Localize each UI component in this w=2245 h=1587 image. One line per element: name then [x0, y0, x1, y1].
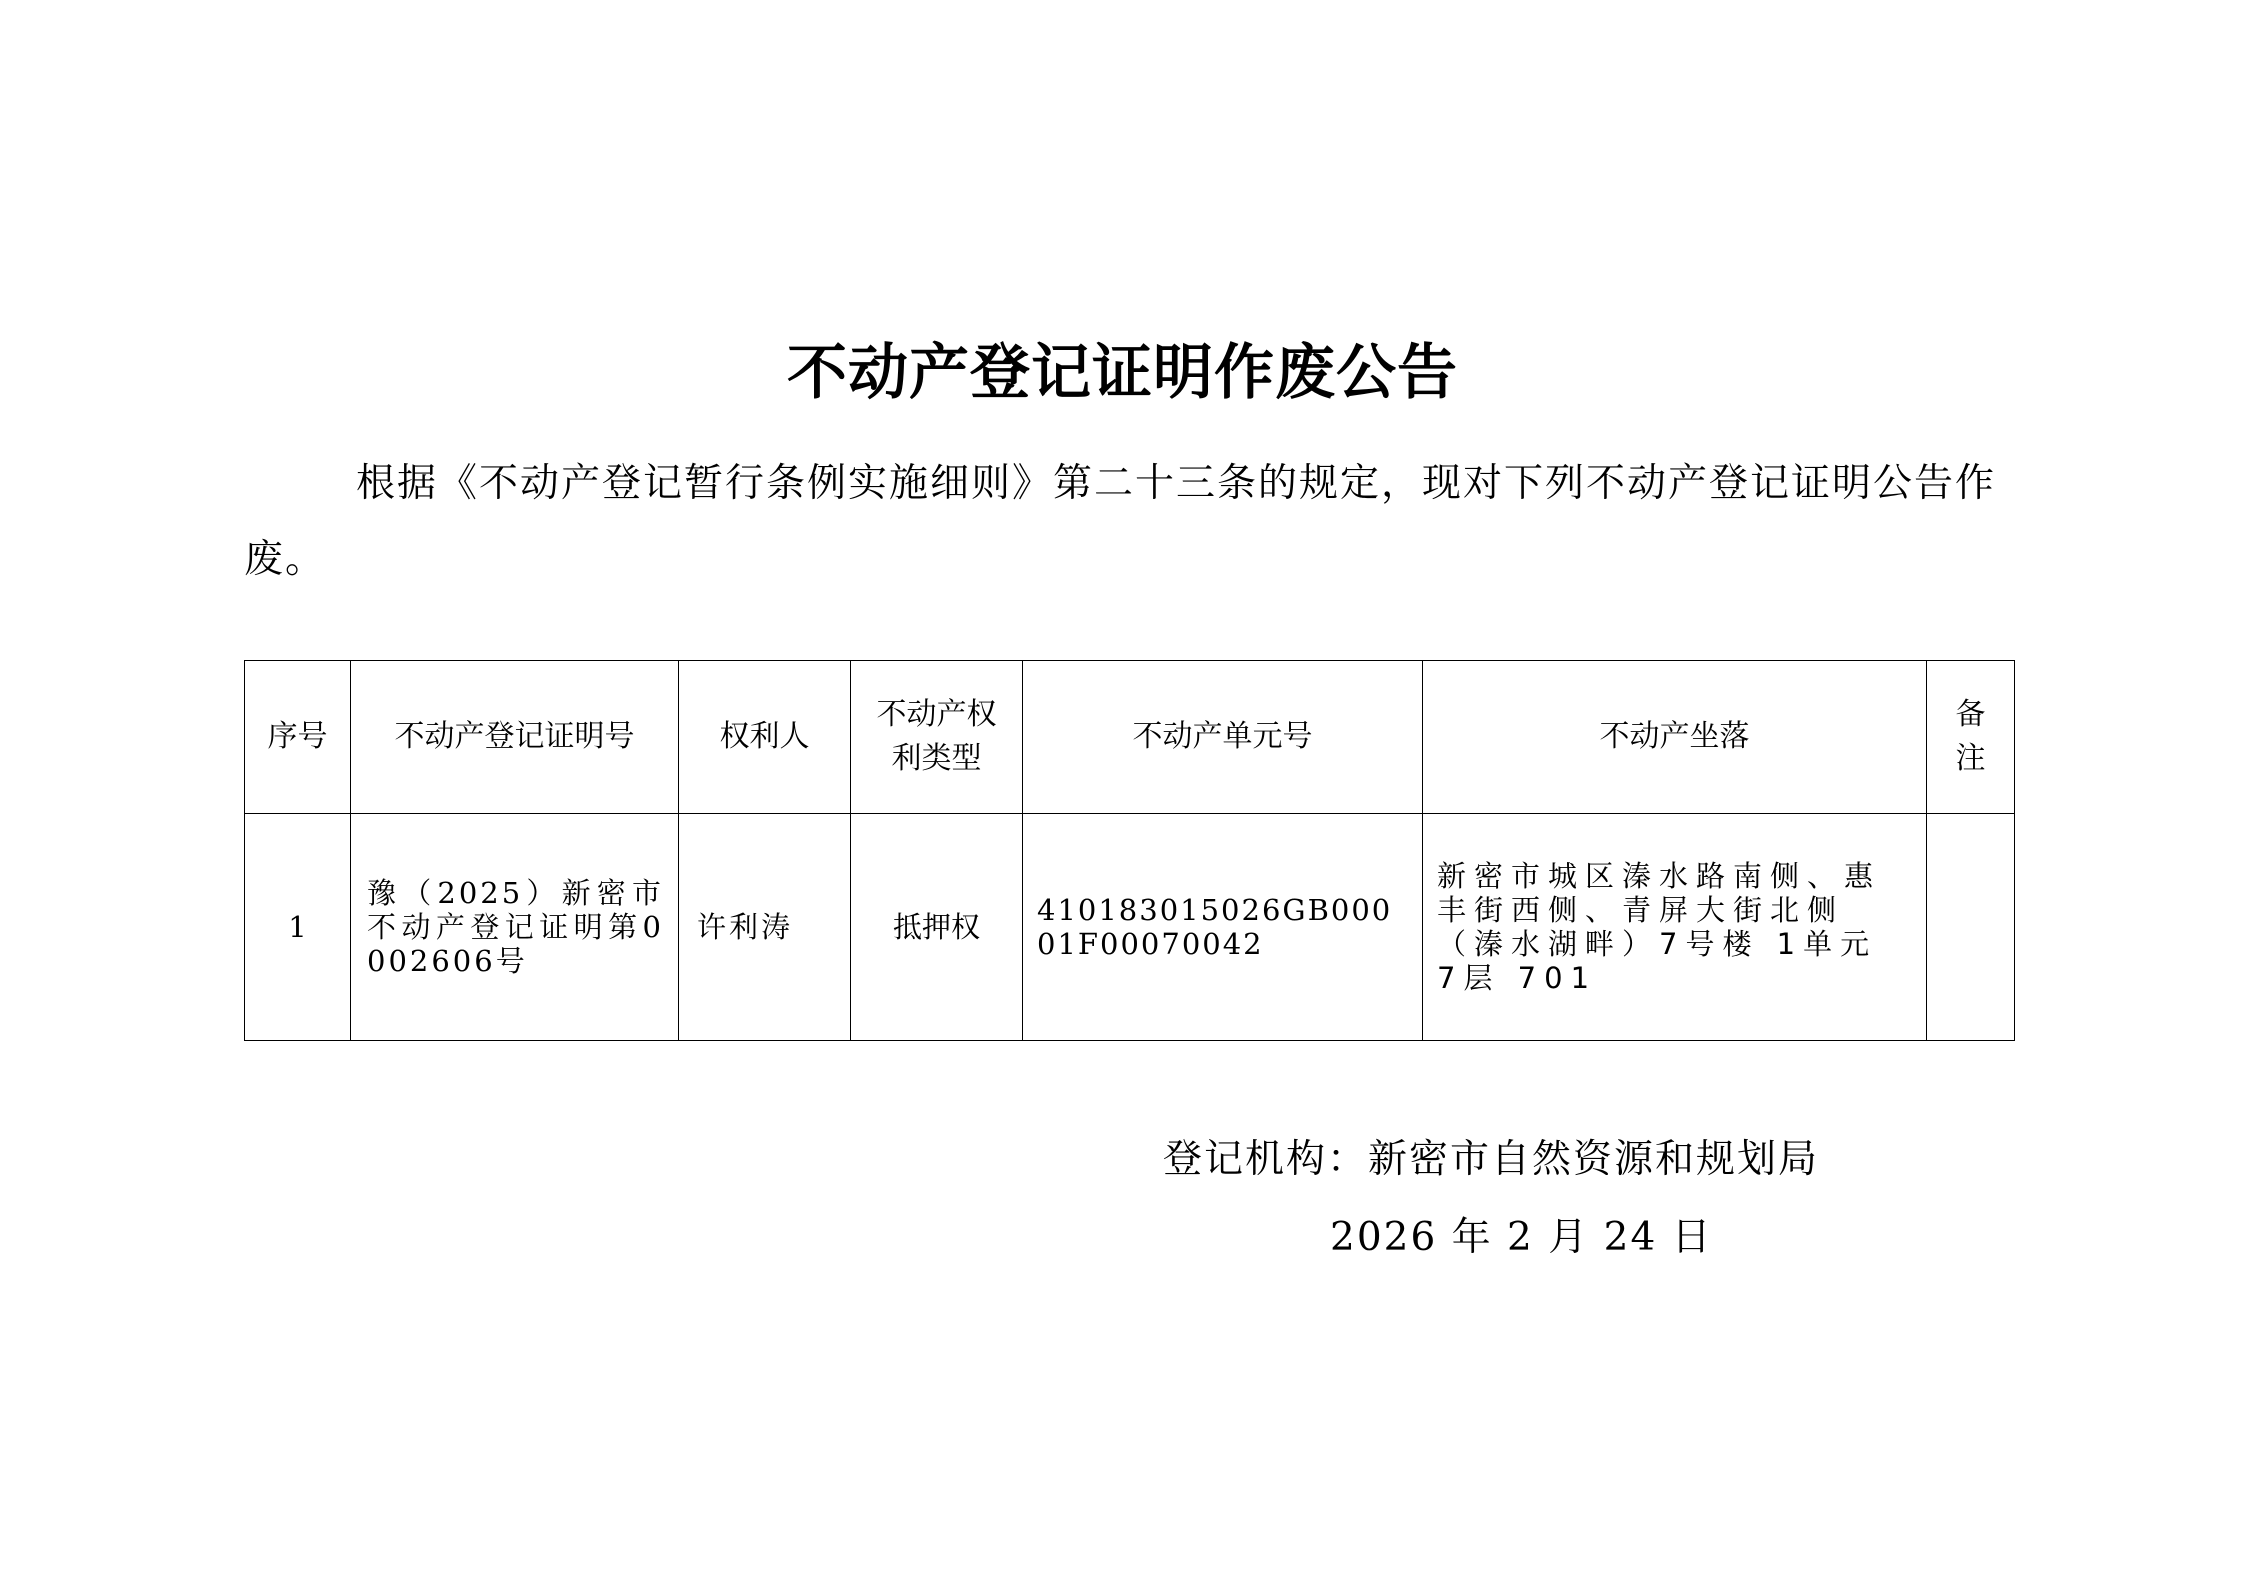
header-seq: 序号	[245, 661, 351, 814]
page-title: 不动产登记证明作废公告	[787, 338, 1458, 408]
cell-holder: 许利涛	[679, 814, 851, 1041]
cell-cert-no: 豫（2025）新密市不动产登记证明第0002606号	[351, 814, 679, 1041]
intro-paragraph: 根据《不动产登记暂行条例实施细则》第二十三条的规定，现对下列不动产登记证明公告作废。	[244, 461, 1997, 582]
cell-unit-no: 410183015026GB00001F00070042	[1023, 814, 1423, 1041]
header-unit-no: 不动产单元号	[1023, 661, 1423, 814]
table-row	[245, 814, 2015, 1041]
header-location: 不动产坐落	[1423, 661, 1927, 814]
cell-right-type: 抵押权	[851, 814, 1023, 1041]
table-header-row	[245, 661, 2015, 814]
cell-seq: 1	[245, 814, 351, 1041]
header-cert-no: 不动产登记证明号	[351, 661, 679, 814]
notice-date: 2026 年 2 月 24 日	[1330, 1215, 1713, 1260]
header-note: 备注	[1927, 661, 2015, 814]
revocation-table	[244, 660, 2015, 1041]
registration-authority: 登记机构：新密市自然资源和规划局	[1163, 1137, 1820, 1182]
header-right-type: 不动产权利类型	[851, 661, 1023, 814]
cell-note	[1927, 814, 2015, 1041]
cell-location: 新密市城区溱水路南侧、惠丰街西侧、青屏大街北侧（溱水湖畔）7号楼 1单元 7层 701	[1423, 814, 1927, 1041]
header-holder: 权利人	[679, 661, 851, 814]
